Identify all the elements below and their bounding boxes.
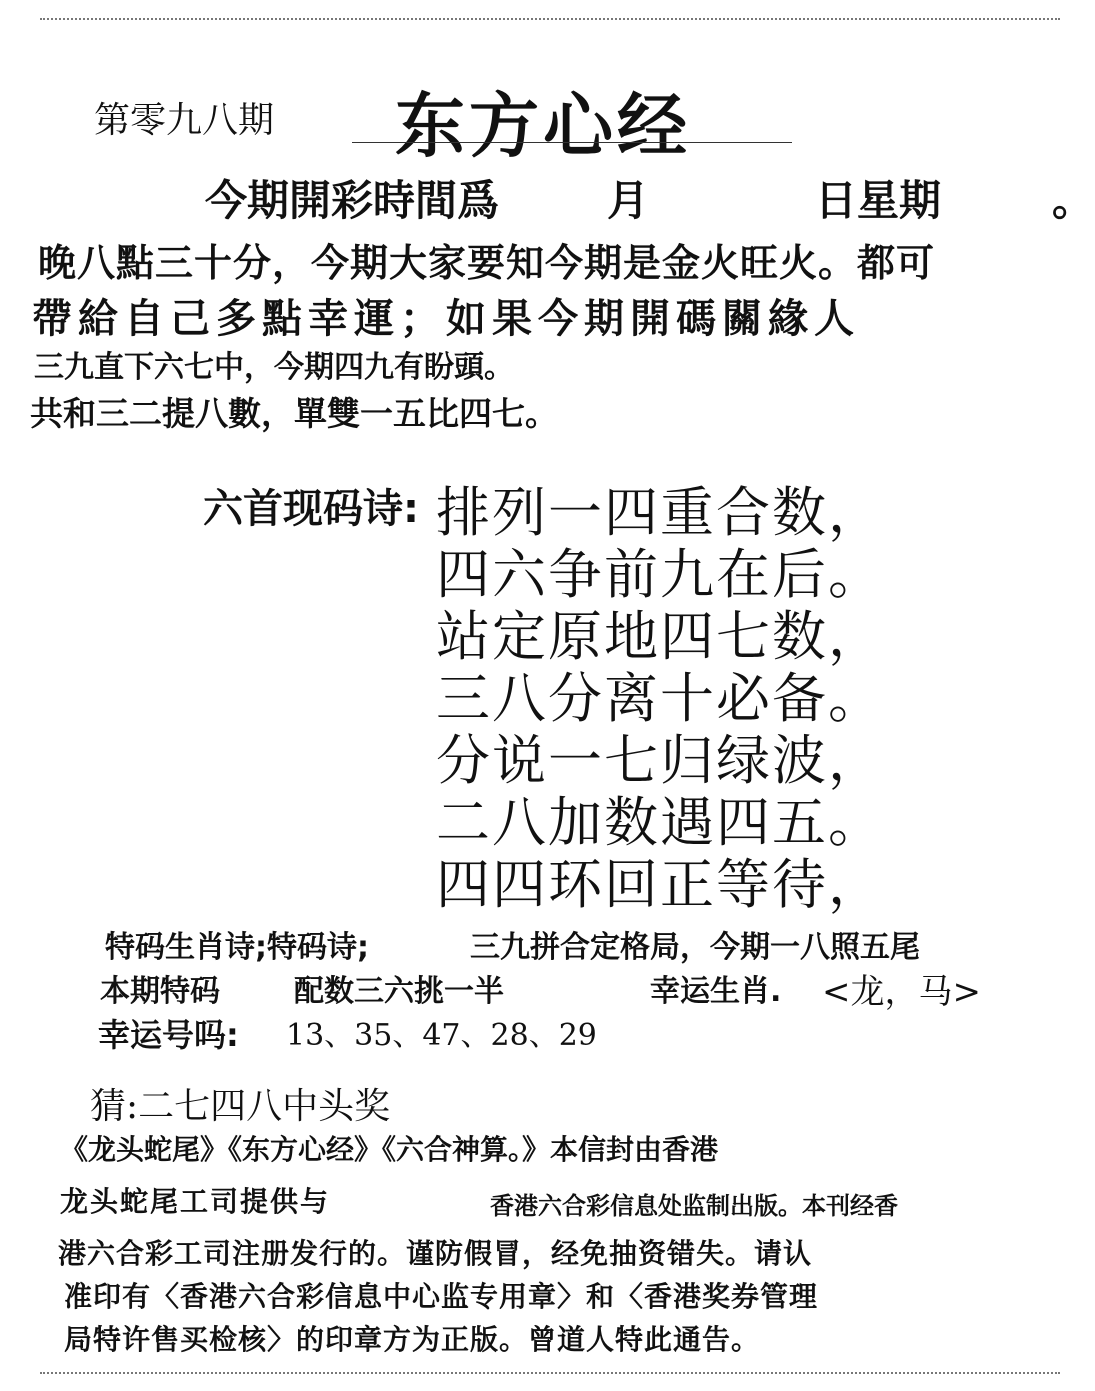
page-title: 东方心经 bbox=[395, 85, 691, 167]
poem-line: 四四环回正等待， bbox=[436, 853, 884, 916]
poem-line: 排列一四重合数， bbox=[436, 481, 884, 544]
draw-time-period: 。 bbox=[1052, 176, 1095, 225]
issue-number: 第零九八期 bbox=[94, 100, 275, 141]
poem-label: 六首现码诗: bbox=[203, 486, 419, 532]
top-border bbox=[40, 18, 1060, 20]
paragraph-line: 帶給自己多點幸運；如果今期開碼關緣人 bbox=[32, 296, 860, 342]
footer-line: 港六合彩工司注册发行的。谨防假冒，经免抽资错失。请认 bbox=[58, 1237, 813, 1270]
bottom-border bbox=[40, 1372, 1060, 1374]
poem-line: 分说一七归绿波， bbox=[436, 729, 884, 792]
special-code-label: 本期特码 bbox=[100, 974, 220, 1009]
footer-line: 香港六合彩信息处监制出版。本刊经香 bbox=[490, 1192, 898, 1220]
special-poem-text: 三九拼合定格局，今期一八照五尾 bbox=[470, 930, 920, 965]
draw-time-weekday: 日星期 bbox=[815, 176, 942, 225]
footer-line: 准印有〈香港六合彩信息中心监专用章〉和〈香港奖券管理 bbox=[64, 1280, 819, 1313]
paragraph-line: 三九直下六七中，今期四九有盼頭。 bbox=[34, 350, 514, 385]
lucky-zodiac-label: 幸运生肖. bbox=[650, 974, 782, 1009]
footer-line: 局特许售买检核〉的印章方为正版。曾道人特此通告。 bbox=[64, 1323, 761, 1356]
poem-line: 四六争前九在后。 bbox=[436, 543, 884, 606]
lucky-numbers-label: 幸运号吗: bbox=[98, 1016, 239, 1054]
paragraph-line: 共和三二提八數，單雙一五比四七。 bbox=[30, 394, 558, 433]
lucky-numbers-values: 13、35、47、28、29 bbox=[286, 1018, 597, 1053]
footer-line: 龙头蛇尾工司提供与 bbox=[60, 1185, 331, 1218]
title-underline bbox=[352, 142, 792, 143]
draw-time-month: 月 bbox=[607, 176, 650, 225]
special-poem-label: 特码生肖诗;特码诗; bbox=[105, 930, 369, 965]
footer-line: 《龙头蛇尾》《东方心经》《六合神算。》本信封由香港 bbox=[60, 1133, 719, 1166]
poem-line: 二八加数遇四五。 bbox=[436, 791, 884, 854]
poem-line: 三八分离十必备。 bbox=[436, 667, 884, 730]
draw-time-text: 今期開彩時間爲 bbox=[205, 176, 500, 225]
guess-line: 猜:二七四八中头奖 bbox=[90, 1086, 391, 1127]
lucky-zodiac-value: <龙，马> bbox=[822, 972, 981, 1012]
poem-line: 站定原地四七数， bbox=[436, 605, 884, 668]
paragraph-line: 晚八點三十分，今期大家要知今期是金火旺火。都可 bbox=[38, 241, 936, 285]
special-code-text: 配数三六挑一半 bbox=[294, 974, 504, 1009]
